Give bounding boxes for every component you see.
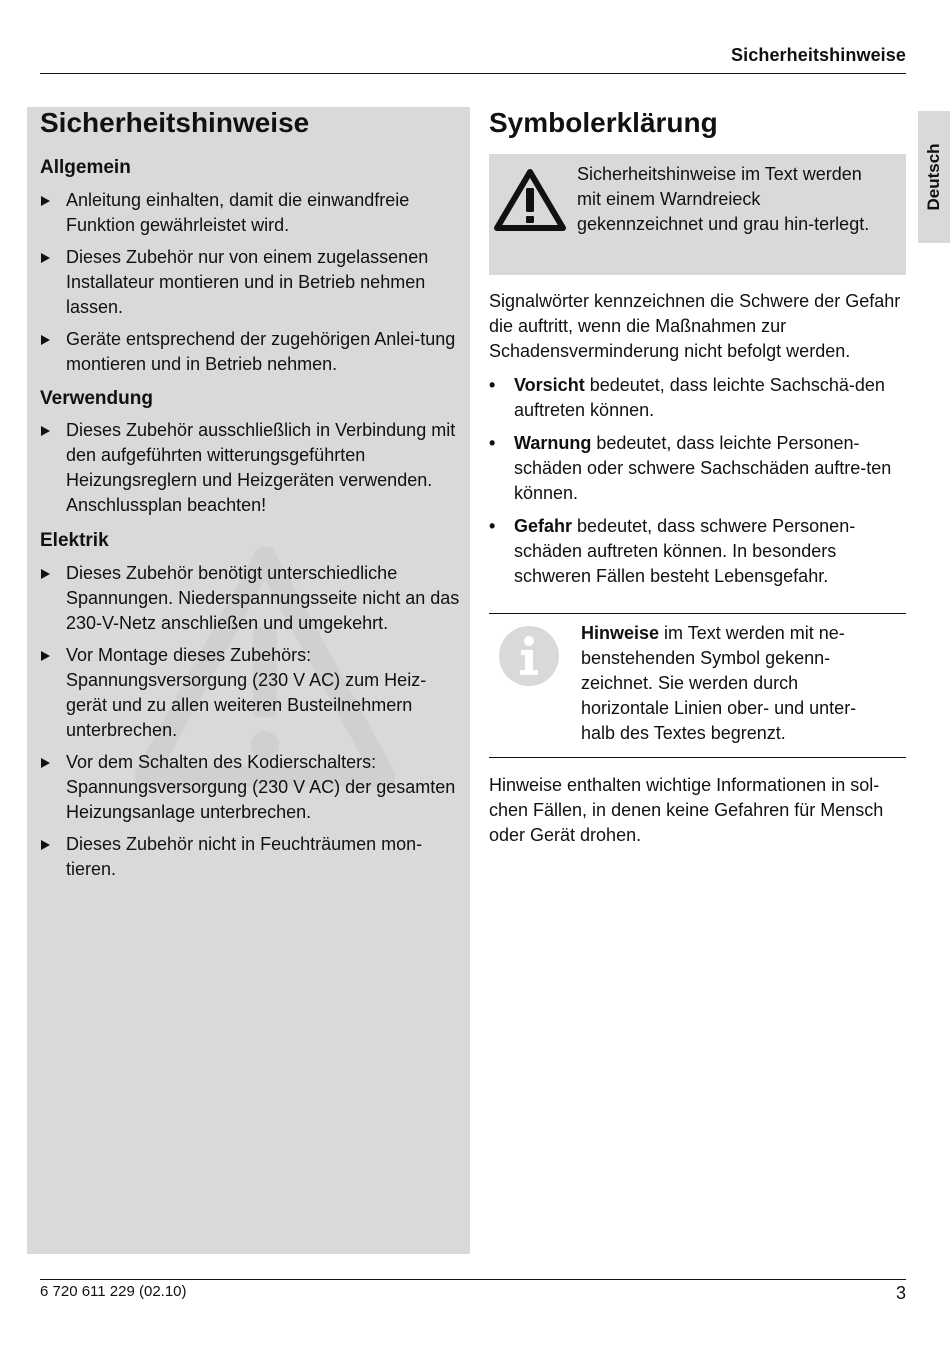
bullet-arrow-icon [41,196,50,206]
list-verwendung [40,418,460,525]
document-code: 6 720 611 229 (02.10) [40,1283,187,1300]
list-item: Dieses Zubehör benötigt unterschiedliche Spannungen. Niederspannungsseite nicht an das 230-V-Netz anschließen und umgekehrt. [40,561,460,636]
safety-panel [27,107,470,1254]
bullet-arrow-icon [41,651,50,661]
warning-triangle-icon [494,168,566,232]
bullet-arrow-icon [41,335,50,345]
page-number: 3 [895,1283,906,1303]
section-heading-elektrik: Elektrik [40,530,109,551]
section-heading-verwendung: Verwendung [40,388,153,409]
list-item: Dieses Zubehör ausschließlich in Verbindung mit den aufgeführten witterungsgeführten Heizungsreglern und Heizgeräten verwenden. Anschlussplan beachten! [40,418,460,518]
bullet-arrow-icon [41,840,50,850]
header-rule [40,73,906,74]
list-item: • Gefahr bedeutet, dass schwere Personen-schäden auftreten können. In besonders schweren Fällen besteht Lebensgefahr. [489,516,856,586]
warning-box [489,154,906,275]
closing-paragraph: Hinweise enthalten wichtige Informationen in sol-chen Fällen, in denen keine Gefahren für Mensch oder Gerät drohen. [489,775,884,845]
list-item: Anleitung einhalten, damit die einwandfreie Funktion gewährleistet wird. [40,188,460,238]
bullet-arrow-icon [41,569,50,579]
bullet-arrow-icon [41,426,50,436]
note-text: Hinweise im Text werden mit ne-benstehenden Symbol gekenn-zeichnet. Sie werden durch horizontale Linien ober- und unter-halb des Textes begrenzt. [581,623,857,743]
list-item: Dieses Zubehör nur von einem zugelassenen Installateur montieren und in Betrieb nehmen lassen. [40,245,460,320]
list-item: Geräte entsprechend der zugehörigen Anlei-tung montieren und in Betrieb nehmen. [40,327,460,377]
section-title: Symbolerklärung [489,107,718,138]
bullet-arrow-icon [41,253,50,263]
language-tab [918,111,950,243]
list-item: Vor dem Schalten des Kodierschalters: Spannungsversorgung (230 V AC) der gesamten Heizungsanlage unterbrechen. [40,750,460,825]
list-item: Vor Montage dieses Zubehörs: Spannungsversorgung (230 V AC) zum Heiz-gerät und zu allen weiteren Busteilnehmern unterbrechen. [40,643,460,743]
list-allgemein [40,188,460,384]
list-item: • Vorsicht bedeutet, dass leichte Sachschä-den auftreten können. [489,375,885,420]
signal-intro: Signalwörter kennzeichnen die Schwere der Gefahr die auftritt, wenn die Maßnahmen zur Schadensverminderung nicht befolgt werden. [489,291,901,361]
signal-word-list [489,373,906,597]
bullet-arrow-icon [41,758,50,768]
section-title: Sicherheitshinweise [40,107,310,138]
list-item: Dieses Zubehör nicht in Feuchträumen mon-tieren. [40,832,460,882]
footer-rule [40,1279,906,1280]
note-bottom-rule [489,757,906,758]
language-tab-label: Deutsch [924,143,943,211]
note-top-rule [489,613,906,614]
info-icon [499,626,559,686]
page-header-title: Sicherheitshinweise [731,45,906,65]
list-elektrik [40,561,460,889]
section-heading-allgemein: Allgemein [40,157,131,178]
list-item: • Warnung bedeutet, dass leichte Personen-schäden oder schwere Sachschäden auftre-ten können. [489,433,892,503]
warning-box-text: Sicherheitshinweise im Text werden mit einem Warndreieck gekennzeichnet und grau hin-terlegt. [577,164,870,234]
